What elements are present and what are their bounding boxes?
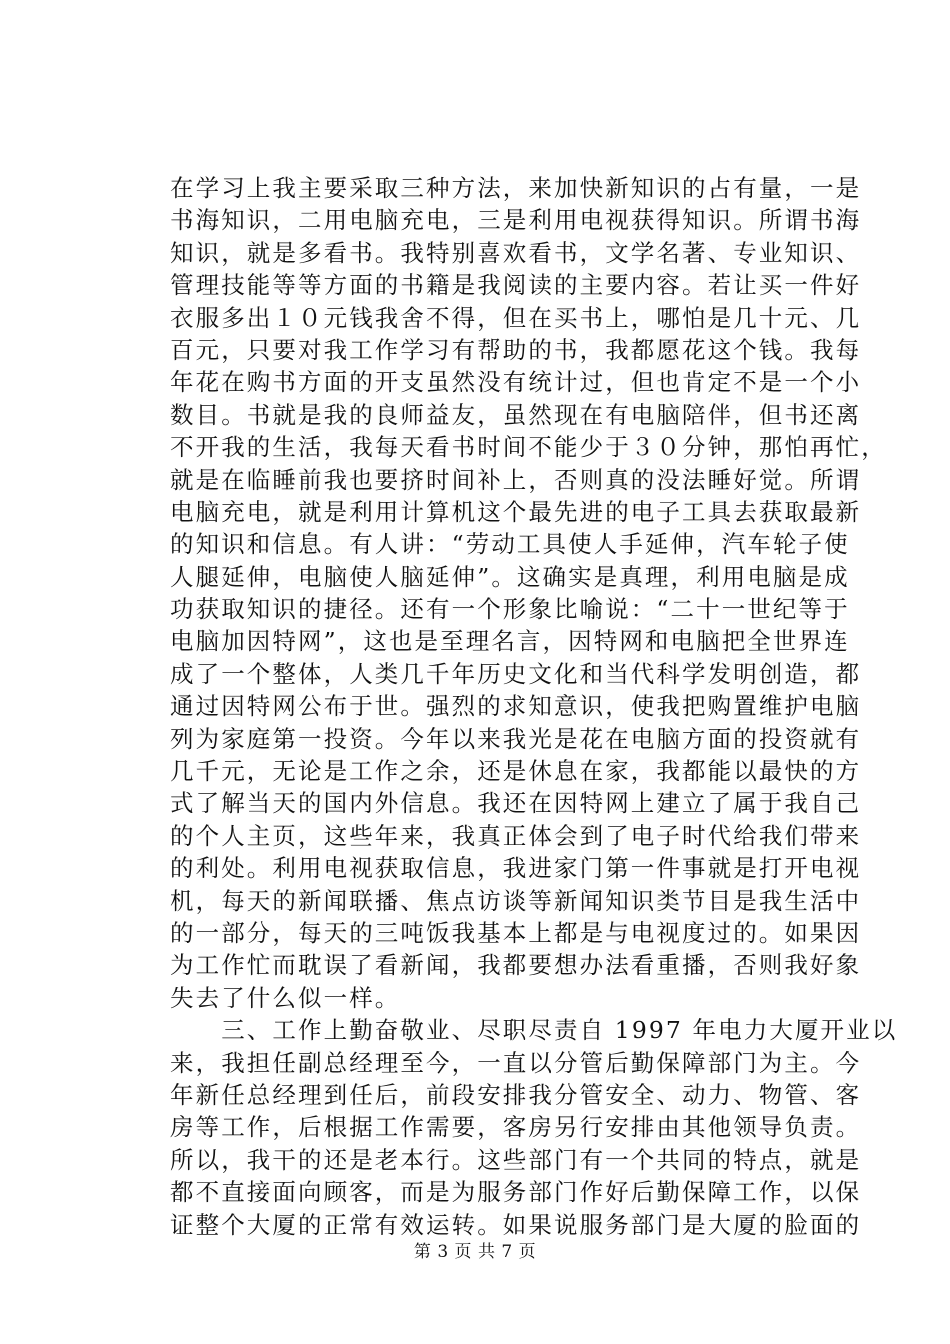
text-line: 百元，只要对我工作学习有帮助的书，我都愿花这个钱。我每 — [170, 335, 862, 364]
text-line: 几千元，无论是工作之余，还是休息在家，我都能以最快的方 — [170, 757, 862, 786]
text-line: 房等工作，后根据工作需要，客房另行安排由其他领导负责。 — [170, 1113, 862, 1142]
text-line: 衣服多出１０元钱我舍不得，但在买书上，哪怕是几十元、几 — [170, 303, 862, 332]
text-line: 都不直接面向顾客，而是为服务部门作好后勤保障工作，以保 — [170, 1178, 862, 1207]
text-line: 的利处。利用电视获取信息，我进家门第一件事就是打开电视 — [170, 854, 862, 883]
text-line: 知识，就是多看书。我特别喜欢看书，文学名著、专业知识、 — [170, 238, 862, 267]
text-line: 的知识和信息。有人讲：“劳动工具使人手延伸，汽车轮子使 — [170, 530, 850, 559]
page-number: 第 3 页 共 7 页 — [413, 1242, 537, 1262]
text-line: 成了一个整体，人类几千年历史文化和当代科学发明创造，都 — [170, 659, 862, 688]
text-line: 功获取知识的捷径。还有一个形象比喻说：“二十一世纪等于 — [170, 595, 850, 624]
text-line: 失去了什么似一样。 — [170, 983, 401, 1012]
text-line: 管理技能等等方面的书籍是我阅读的主要内容。若让买一件好 — [170, 271, 862, 300]
text-line: 人腿延伸，电脑使人脑延伸”。这确实是真理，利用电脑是成 — [170, 562, 850, 591]
body-text — [170, 172, 898, 1241]
text-line: 电脑充电，就是利用计算机这个最先进的电子工具去获取最新 — [170, 497, 862, 526]
text-line: 就是在临睡前我也要挤时间补上，否则真的没法睡好觉。所谓 — [170, 465, 862, 494]
text-line: 的个人主页，这些年来，我真正体会到了电子时代给我们带来 — [170, 821, 862, 850]
text-line: 机，每天的新闻联播、焦点访谈等新闻知识类节目是我生活中 — [170, 886, 862, 915]
text-line: 所以，我干的还是老本行。这些部门有一个共同的特点，就是 — [170, 1145, 862, 1174]
text-line: 电脑加因特网”，这也是至理名言，因特网和电脑把全世界连 — [170, 627, 850, 656]
text-line: 证整个大厦的正常有效运转。如果说服务部门是大厦的脸面的 — [170, 1210, 862, 1239]
text-line: 三、工作上勤奋敬业、尽职尽责自 1997 年电力大厦开业以 — [170, 1016, 898, 1045]
text-line: 数目。书就是我的良师益友，虽然现在有电脑陪伴，但书还离 — [170, 400, 862, 429]
text-line: 列为家庭第一投资。今年以来我光是花在电脑方面的投资就有 — [170, 724, 862, 753]
text-line: 不开我的生活，我每天看书时间不能少于３０分钟，那怕再忙， — [170, 433, 887, 462]
text-line: 为工作忙而耽误了看新闻，我都要想办法看重播，否则我好象 — [170, 951, 862, 980]
text-line: 式了解当天的国内外信息。我还在因特网上建立了属于我自己 — [170, 789, 862, 818]
text-line: 来，我担任副总经理至今，一直以分管后勤保障部门为主。今 — [170, 1048, 862, 1077]
text-line: 年新任总经理到任后，前段安排我分管安全、动力、物管、客 — [170, 1080, 862, 1109]
text-line: 在学习上我主要采取三种方法，来加快新知识的占有量，一是 — [170, 174, 862, 202]
text-line: 年花在购书方面的开支虽然没有统计过，但也肯定不是一个小 — [170, 368, 862, 397]
text-line: 书海知识，二用电脑充电，三是利用电视获得知识。所谓书海 — [170, 206, 862, 235]
text-line: 的一部分，每天的三吨饭我基本上都是与电视度过的。如果因 — [170, 918, 862, 947]
page-footer — [0, 1240, 950, 1264]
text-line: 通过因特网公布于世。强烈的求知意识，使我把购置维护电脑 — [170, 692, 862, 721]
